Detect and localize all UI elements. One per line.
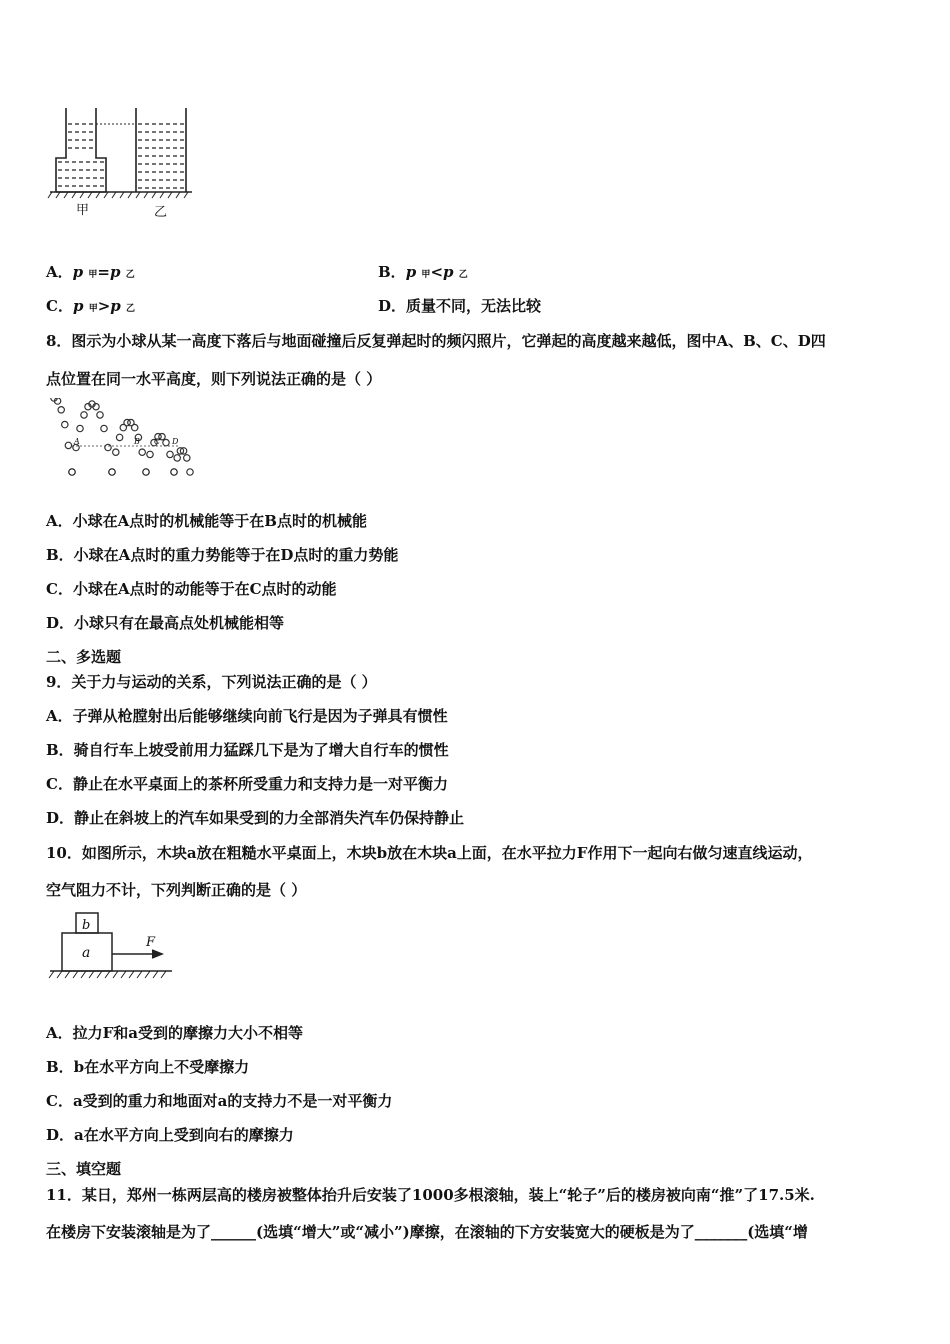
q10-stem-line2: 空气阻力不计，下列判断正确的是（ ） xyxy=(46,881,307,899)
ball-image xyxy=(65,442,71,448)
q8-option-b[interactable]: B．小球在A点时的重力势能等于在D点时的重力势能 xyxy=(46,546,399,564)
ball-image xyxy=(97,412,103,418)
label-jia: 甲 xyxy=(76,203,90,218)
q10-option-a[interactable]: A．拉力F和a受到的摩擦力大小不相等 xyxy=(46,1024,304,1042)
q7-option-b[interactable]: B．p 甲<p 乙 xyxy=(378,263,468,281)
q10-option-c[interactable]: C．a受到的重力和地面对a的支持力不是一对平衡力 xyxy=(46,1092,393,1110)
label-A: A xyxy=(74,437,80,446)
ball-image xyxy=(167,451,173,457)
label-yi: 乙 xyxy=(154,205,168,220)
ball-image xyxy=(81,412,87,418)
ball-image xyxy=(187,469,193,475)
ball-image xyxy=(163,439,169,445)
ball-image xyxy=(171,469,177,475)
ball-image xyxy=(109,469,115,475)
ball-image xyxy=(62,421,68,427)
section-fill-in: 三、填空题 xyxy=(46,1160,122,1178)
q8-stem-line2: 点位置在同一水平高度，则下列说法正确的是（ ） xyxy=(46,370,382,388)
ball-image xyxy=(116,434,122,440)
q11-line1: 11．某日，郑州一栋两层高的楼房被整体抬升后安装了1000多根滚轴，装上“轮子”后的楼房被向南“推”了17.5米. xyxy=(46,1186,815,1204)
ball-image xyxy=(139,449,145,455)
q9-stem: 9．关于力与运动的关系，下列说法正确的是（ ） xyxy=(46,673,377,691)
q8-option-d[interactable]: D．小球只有在最高点处机械能相等 xyxy=(46,614,285,632)
bouncing-ball-figure xyxy=(50,398,195,483)
ball-image xyxy=(143,469,149,475)
q8-stem-line1: 8．图示为小球从某一高度下落后与地面碰撞后反复弹起时的频闪照片，它弹起的高度越来越低，图中A、B、C、D四 xyxy=(46,332,826,350)
q8-option-a[interactable]: A．小球在A点时的机械能等于在B点时的机械能 xyxy=(46,512,367,530)
label-b: b xyxy=(82,918,91,933)
q10-stem-line1: 10．如图所示，木块a放在粗糙水平桌面上，木块b放在木块a上面，在水平拉力F作用下一起向右做匀速直线运动， xyxy=(46,844,813,862)
ball-image xyxy=(69,469,75,475)
q11-line2: 在楼房下安装滚轴是为了______(选填“增大”或“减小”)摩擦，在滚轴的下方安装宽大的硬板是为了_______(选填“增 xyxy=(46,1223,808,1241)
q10-option-d[interactable]: D．a在水平方向上受到向右的摩擦力 xyxy=(46,1126,294,1144)
ball-image xyxy=(105,444,111,450)
containers-figure xyxy=(46,100,196,220)
q7-option-c[interactable]: C．p 甲>p 乙 xyxy=(46,297,136,315)
q9-option-a[interactable]: A．子弹从枪膛射出后能够继续向前飞行是因为子弹具有惯性 xyxy=(46,707,448,725)
ball-image xyxy=(77,425,83,431)
label-D: D xyxy=(172,437,179,446)
section-multi-choice: 二、多选题 xyxy=(46,648,122,666)
label-B: B xyxy=(134,437,140,446)
q10-option-b[interactable]: B．b在水平方向上不受摩擦力 xyxy=(46,1058,250,1076)
ball-image xyxy=(132,424,138,430)
q9-option-d[interactable]: D．静止在斜坡上的汽车如果受到的力全部消失汽车仍保持静止 xyxy=(46,809,465,827)
ball-image xyxy=(113,449,119,455)
q9-option-b[interactable]: B．骑自行车上坡受前用力猛踩几下是为了增大自行车的惯性 xyxy=(46,741,449,759)
label-C: C xyxy=(154,437,161,446)
blocks-figure xyxy=(46,908,176,988)
q9-option-c[interactable]: C．静止在水平桌面上的茶杯所受重力和支持力是一对平衡力 xyxy=(46,775,448,793)
label-a: a xyxy=(82,945,91,961)
ball-image xyxy=(101,425,107,431)
ball-image xyxy=(184,455,190,461)
q7-option-d[interactable]: D．质量不同，无法比较 xyxy=(378,297,542,315)
ball-image xyxy=(174,455,180,461)
q7-option-a[interactable]: A．p 甲=p 乙 xyxy=(46,263,135,281)
ball-image xyxy=(58,407,64,413)
q8-option-c[interactable]: C．小球在A点时的动能等于在C点时的动能 xyxy=(46,580,337,598)
label-F: F xyxy=(146,935,156,950)
ball-image xyxy=(147,451,153,457)
